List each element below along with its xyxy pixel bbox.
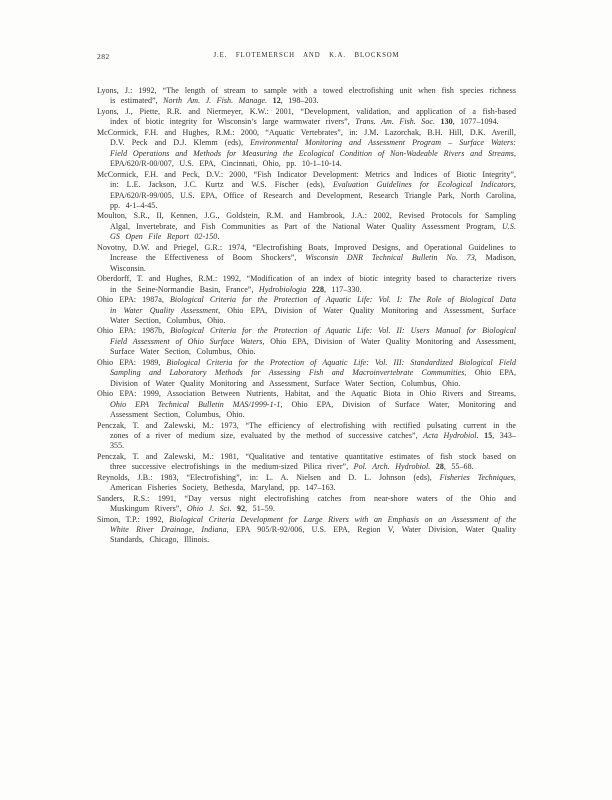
- reference-item: [97, 421, 516, 452]
- reference-item: [97, 452, 516, 473]
- reference-segment: , 1077–1094.: [452, 117, 499, 127]
- reference-segment: , 51–59.: [245, 504, 275, 514]
- reference-segment: Penczak, T. and Zalewski, M.: 1973, “The efficiency of electrofishing with rectified pulsating current in the zones of a river of medium size, evaluated by the method of successive catches”,: [97, 420, 516, 440]
- reference-segment: Biological Criteria for the Protection of Aquatic Life: Vol. III: Standardized Biological Field Sampling and Laboratory Methods for Assessing Fish and Macroinvertebrate Communities: [110, 357, 516, 378]
- reference-segment: Ohio EPA: 1987b,: [97, 326, 171, 336]
- reference-segment: , Ohio EPA, Division of Water Quality Monitoring and Assessment, Surface Water Section, Columbus, Ohio.: [110, 368, 517, 388]
- reference-segment: Simon, T.P.: 1992,: [97, 514, 170, 524]
- reference-segment: , 55–68.: [443, 462, 474, 472]
- reference-segment: 130: [440, 117, 453, 127]
- reference-item: [97, 274, 516, 295]
- reference-segment: Wisconsin DNR Technical Bulletin No. 73: [305, 253, 475, 263]
- reference-item: [97, 473, 516, 494]
- reference-segment: Ohio J. Sci.: [186, 504, 232, 514]
- reference-item: [97, 515, 516, 546]
- reference-item: [97, 494, 516, 515]
- reference-segment: Sanders, R.S.: 1991, “Day versus night electrofishing catches from near-shore waters of the Ohio and Muskingum Rivers”,: [97, 493, 516, 514]
- reference-segment: Ohio EPA: 1989,: [97, 357, 167, 367]
- reference-segment: Lyons, J.: 1992, “The length of stream to sample with a towed electrofishing unit when fish species richness is estimated”,: [97, 86, 516, 106]
- reference-segment: , Ohio EPA, Division of Water Quality Monitoring and Assessment, Surface Water Section, Columbus, Ohio.: [110, 305, 516, 325]
- reference-segment: , 117–330.: [324, 284, 362, 294]
- reference-segment: Reynolds, J.B.: 1983, “Electrofishing”, in: L. A. Nielsen and D. L. Johnson (eds),: [97, 472, 440, 482]
- reference-segment: McCormick, F.H. and Hughes, R.M.: 2000, “Aquatic Vertebrates”, in: J.M. Lazorchak, B.H. Hill, D.K. Averill, D.V. Peck and D.J. Klemm (eds),: [97, 127, 516, 148]
- reference-item: [97, 86, 516, 107]
- reference-item: [97, 326, 516, 357]
- references-list: [97, 86, 516, 546]
- reference-segment: 228: [311, 284, 324, 294]
- reference-segment: .: [217, 232, 220, 242]
- reference-item: [97, 170, 516, 212]
- page-number: 282: [97, 52, 110, 61]
- reference-segment: 92: [237, 504, 246, 514]
- reference-segment: Ohio EPA: 1999, Association Between Nutrients, Habitat, and the Aquatic Biota in Ohio Rivers and Streams,: [97, 389, 516, 399]
- reference-segment: , Ohio EPA, Division of Surface Water, Monitoring and Assessment Section, Columbus, Ohio.: [110, 399, 517, 420]
- running-title: J.E. FLOTEMERSCH AND K.A. BLOCKSOM: [213, 52, 400, 59]
- reference-segment: , Madison, Wisconsin.: [110, 253, 517, 273]
- reference-segment: 12: [272, 96, 281, 106]
- reference-item: [97, 358, 516, 389]
- reference-segment: , EPA/620/R-99/005, U.S. EPA, Office of Research and Development, Research Triangle Park, North Carolina, pp. 4-1–4-45.: [110, 180, 516, 210]
- reference-segment: Fisheries Techniques: [439, 472, 514, 482]
- reference-item: [97, 211, 516, 242]
- reference-segment: Environmental Monitoring and Assessment Program – Surface Waters: Field Operations and Methods for Measuring the Ecological Condition of Non-Wadeable Rivers and Streams: [110, 138, 516, 158]
- reference-segment: 15: [484, 430, 493, 440]
- reference-segment: Biological Criteria for the Protection of Aquatic Life: Vol. I: The Role of Biological Data in Water Quality Assessment: [110, 295, 516, 315]
- running-header: [97, 52, 516, 62]
- reference-segment: Trans. Am. Fish. Soc.: [355, 117, 436, 127]
- reference-segment: Ohio EPA: 1987a,: [97, 295, 170, 305]
- reference-segment: Penczak, T. and Zalewski, M.: 1981, “Qualitative and tentative quantitative estimates of fish stock based on three successive electrofishings in the medium-sized Pilica river”,: [97, 451, 516, 472]
- reference-segment: Novotny, D.W. and Priegel, G.R.: 1974, “Electrofishing Boats, Improved Designs, and Operational Guidelines to Increase the Effectiveness of Boom Shockers”,: [97, 242, 516, 263]
- reference-segment: , EPA 905/R-92/006, U.S. EPA, Region V, Water Division, Water Quality Standards, Chicago, Illinois.: [110, 525, 517, 545]
- reference-segment: Ohio EPA Technical Bulletin MAS/1999-1-1: [110, 399, 281, 409]
- reference-item: [97, 243, 516, 274]
- reference-segment: , 343–355.: [110, 430, 517, 451]
- reference-item: [97, 295, 516, 326]
- reference-segment: Evaluation Guidelines for Ecological Indicators: [332, 180, 514, 190]
- reference-segment: , EPA/620/R-00/007, U.S. EPA, Cincinnati, Ohio, pp. 10-1–10-14.: [110, 148, 516, 169]
- reference-segment: Hydrobiologia: [258, 284, 307, 294]
- reference-item: [97, 389, 516, 420]
- reference-segment: , American Fisheries Society, Bethesda, Maryland, pp. 147–163.: [110, 472, 516, 493]
- reference-segment: Pol. Arch. Hydrobiol.: [353, 462, 431, 472]
- reference-segment: McCormick, F.H. and Peck, D.V.: 2000, “Fish Indicator Development: Metrics and Indices of Biotic Integrity”, in: L.E. Jackson, J.C. Kurtz and W.S. Fischer (eds),: [97, 169, 516, 190]
- reference-item: [97, 107, 516, 128]
- reference-segment: Biological Criteria for the Protection of Aquatic Life: Vol. II: Users Manual for Biological Field Assessment of Ohio Surface Waters: [110, 326, 516, 346]
- reference-segment: U.S. GS Open File Report 02-150: [110, 221, 516, 242]
- reference-segment: Lyons, J., Piette, R.R. and Niermeyer, K.W.: 2001, “Development, validation, and application of a fish-based index of biotic integrity for Wisconsin’s large warmwater rivers”,: [97, 106, 516, 127]
- reference-segment: , Ohio EPA, Division of Water Quality Monitoring and Assessment, Surface Water Section, Columbus, Ohio.: [110, 336, 516, 357]
- reference-segment: Biological Criteria Development for Large Rivers with an Emphasis on an Assessment of the White River Drainage, Indiana: [110, 514, 516, 535]
- reference-segment: Oberdorff, T. and Hughes, R.M.: 1992, “Modification of an index of biotic integrity based to characterize rivers in the Seine-Normandie Basin, France”,: [97, 274, 516, 294]
- reference-item: [97, 128, 516, 170]
- reference-segment: North Am. J. Fish. Manage.: [163, 96, 268, 106]
- reference-segment: Acta Hydrobiol.: [423, 430, 479, 440]
- reference-segment: 28: [435, 462, 444, 472]
- reference-segment: , 198–203.: [280, 96, 319, 106]
- reference-segment: Moulton, S.R., II, Kennen, J.G., Goldstein, R.M. and Hambrook, J.A.: 2002, Revised Protocols for Sampling Algal, Invertebrate, and Fish Communities as Part of the National Water Quality Assessment Program,: [97, 211, 516, 231]
